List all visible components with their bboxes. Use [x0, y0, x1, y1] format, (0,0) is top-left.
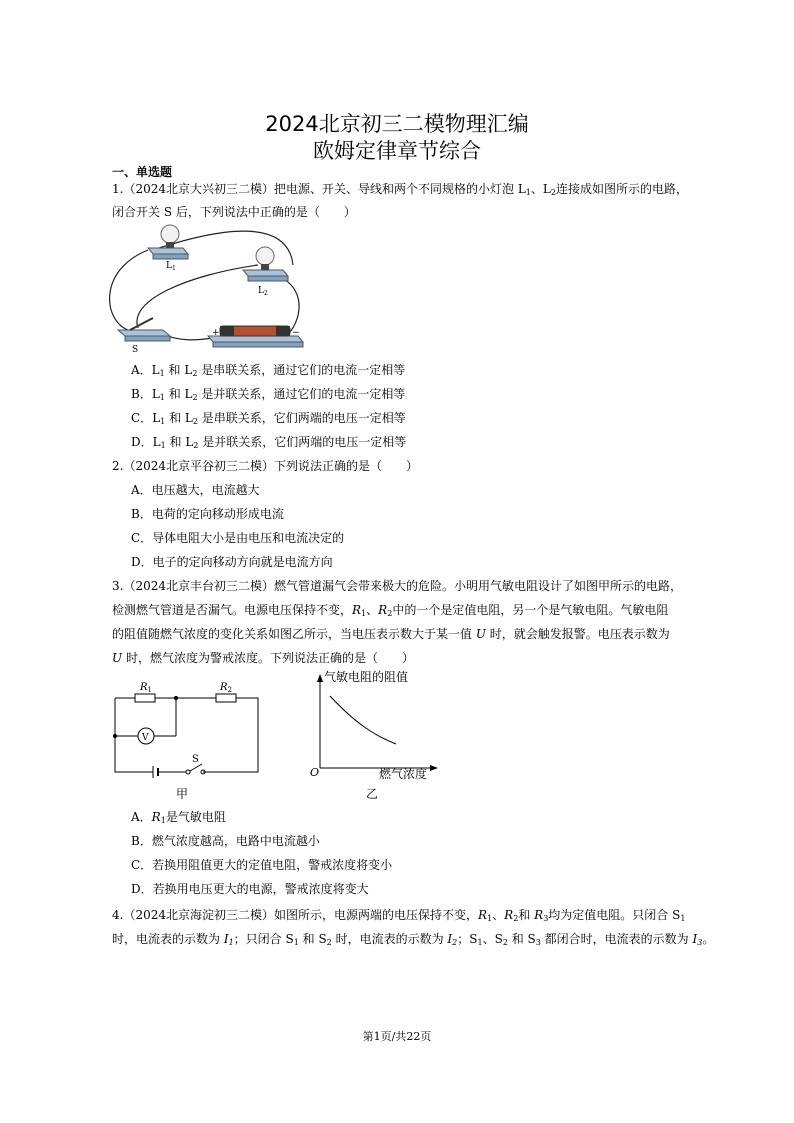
document-subtitle: 欧姆定律章节综合 — [313, 139, 481, 163]
question-3-line-1: 3.（2024北京丰台初三二模）燃气管道漏气会带来极大的危险。小明用气敏电阻设计了如图甲所示的电路， — [112, 579, 683, 593]
q3-option-a: A．$R_1$是气敏电阻 — [131, 810, 226, 825]
origin-label: O — [310, 766, 320, 779]
question-3-line-3: 的阻值随燃气浓度的变化关系如图乙所示，当电压表示数大于某一值 U 时，就会触发报警。电压表示数为 — [112, 627, 670, 641]
q1-option-a: A．$L_1$ 和 $L_2$ 是串联关系，通过它们的电流一定相等 — [131, 363, 406, 378]
q1-option-c: C．$L_1$ 和 $L_2$ 是串联关系，它们两端的电压一定相等 — [131, 411, 406, 426]
q1-option-d: D．$L_1$ 和 $L_2$ 是并联关系，它们两端的电压一定相等 — [131, 435, 407, 450]
question-1-line-2: 闭合开关 S 后，下列说法中正确的是（ ） — [112, 205, 356, 219]
q2-option-d: D．电子的定向移动方向就是电流方向 — [131, 555, 333, 569]
document-title: 2024北京初三二模物理汇编 — [265, 112, 529, 136]
circuit-photo-figure — [108, 220, 318, 355]
figure-yi-caption: 乙 — [366, 787, 379, 801]
question-4-line-1: 4.（2024北京海淀初三二模）如图所示，电源两端的电压保持不变，$R_1$、$R_2$和 $R_3$均为定值电阻。只闭合 $S_1$ — [112, 908, 686, 923]
q2-option-b: B．电荷的定向移动形成电流 — [131, 507, 284, 521]
figure-jia-caption: 甲 — [176, 787, 189, 801]
y-axis-label: 气敏电阻的阻值 — [324, 670, 409, 684]
switch-label: S — [132, 345, 139, 355]
question-1-line-1: 1.（2024北京大兴初三二模）把电源、开关、导线和两个不同规格的小灯泡 $L_1$、$L_2$连接成如图所示的电路， — [112, 182, 688, 197]
question-2-line: 2.（2024北京平谷初三二模）下列说法正确的是（ ） — [112, 459, 419, 473]
q1-option-b: B．$L_1$ 和 $L_2$ 是并联关系，通过它们的电流一定相等 — [131, 387, 406, 402]
r2-label: $R_2$ — [220, 682, 232, 694]
q2-option-a: A．电压越大，电流越大 — [131, 483, 260, 497]
switch-s-label: S — [192, 754, 199, 765]
x-axis-label: 燃气浓度 — [379, 767, 428, 781]
question-4-line-2: 时，电流表的示数为 $I_1$；只闭合 $S_1$ 和 $S_2$ 时，电流表的示数为 $I_2$；$S_1$、$S_2$ 和 $S_3$ 都闭合时，电流表的示数为 $I_3$。 — [112, 932, 715, 947]
voltmeter-label: V — [142, 733, 149, 743]
resistance-vs-concentration-graph — [300, 668, 460, 804]
section-heading: 一、单选题 — [112, 165, 173, 179]
q3-option-b: B．燃气浓度越高，电路中电流越小 — [131, 834, 320, 848]
r1-label: $R_1$ — [140, 682, 152, 694]
q2-option-c: C．导体电阻大小是由电压和电流决定的 — [131, 531, 345, 545]
q3-option-c: C．若换用阻值更大的定值电阻，警戒浓度将变小 — [131, 858, 393, 872]
l1-label: $L_1$ — [166, 261, 176, 272]
page-footer: 第1页/共22页 — [362, 1030, 432, 1043]
circuit-diagram-jia — [108, 676, 268, 804]
battery-minus-label: − — [292, 328, 300, 338]
question-3-line-4: U 时，燃气浓度为警戒浓度。下列说法正确的是（ ） — [112, 651, 414, 665]
battery-plus-label: + — [212, 328, 220, 338]
l2-label: $L_2$ — [258, 286, 268, 297]
q3-option-d: D．若换用电压更大的电源，警戒浓度将变大 — [131, 882, 369, 896]
question-3-line-2: 检测燃气管道是否漏气。电源电压保持不变，$R_1$、$R_2$中的一个是定值电阻，另一个是气敏电阻。气敏电阻 — [112, 603, 669, 618]
